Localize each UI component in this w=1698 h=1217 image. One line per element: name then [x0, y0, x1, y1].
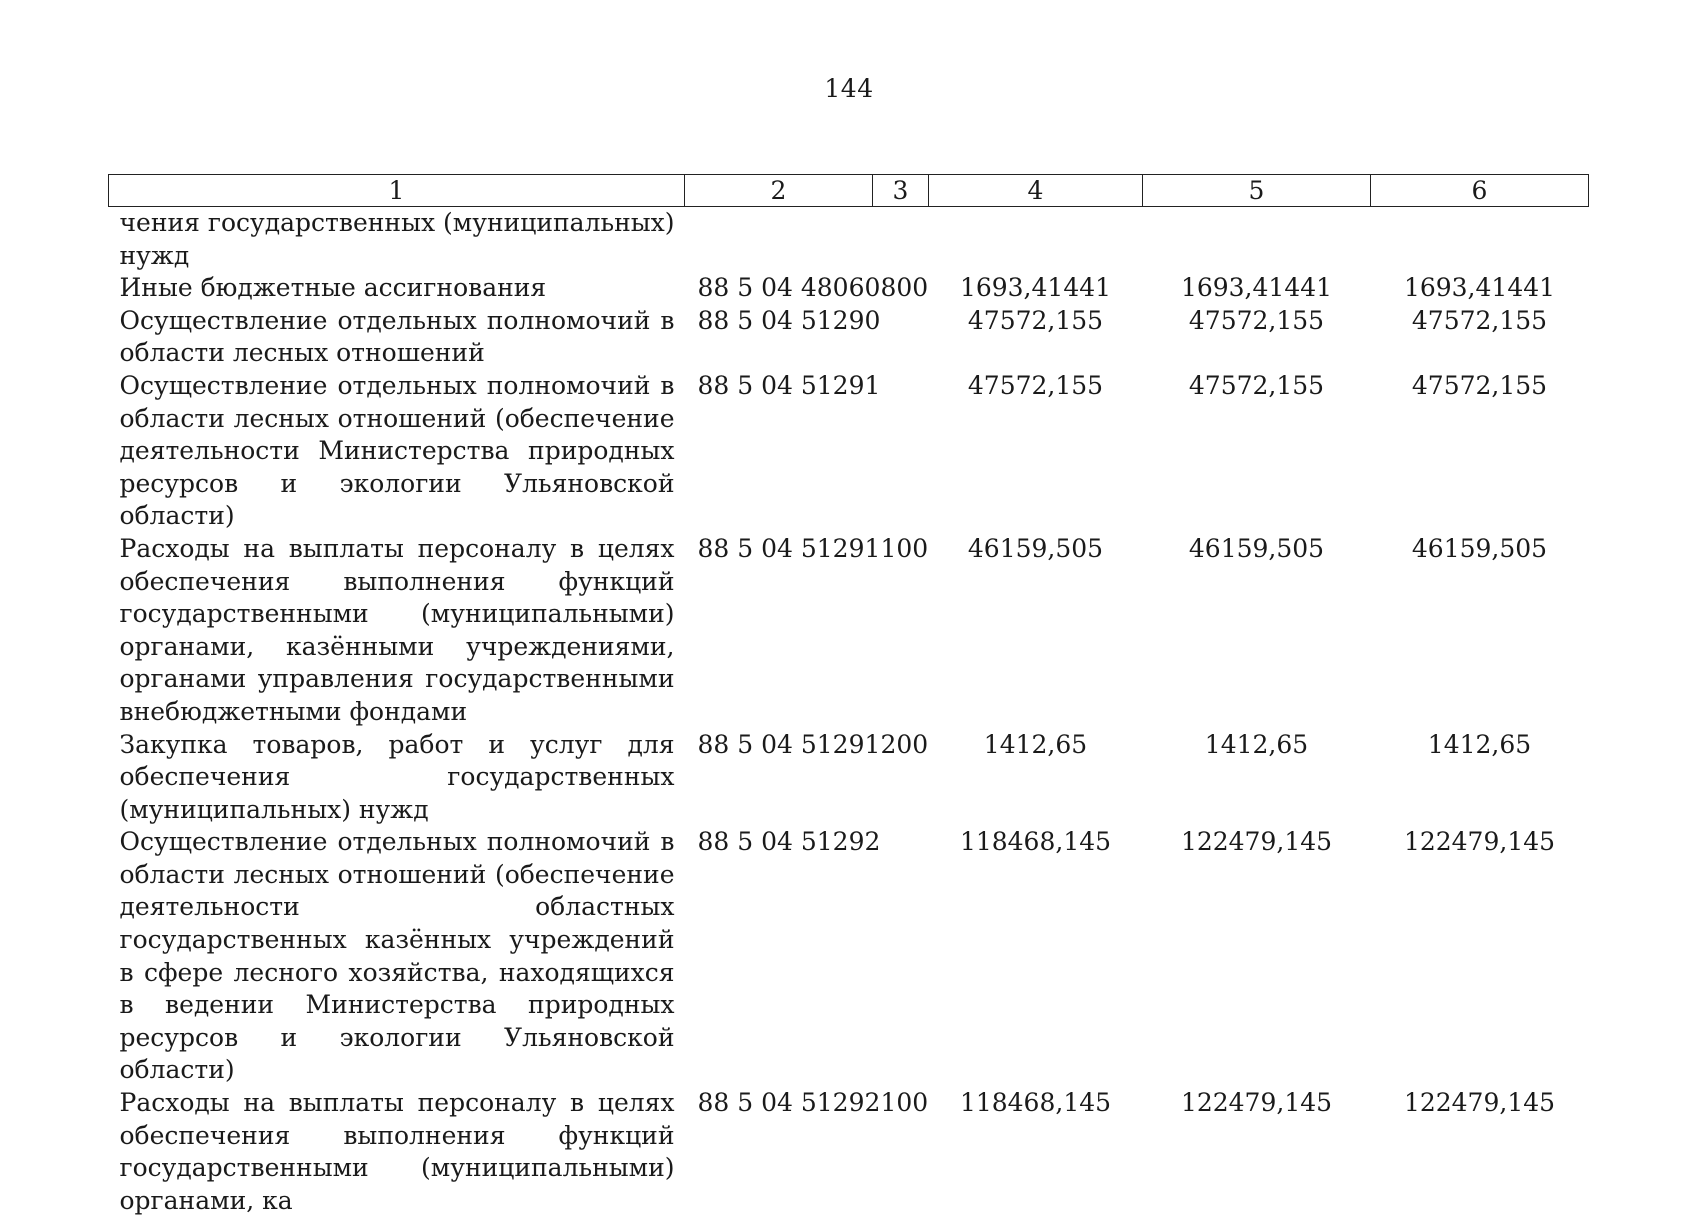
- table-row: [109, 272, 1589, 305]
- row-name: Осуществление отдельных полномочий в области лесных отношений (обеспечение деятельности областных государственных казённых учреждений в сфере лесного хозяйства, находящихся в ведении Министерства природных ресурсов и экологии Ульяновской области): [109, 826, 685, 1087]
- column-header: 5: [1143, 175, 1371, 207]
- row-value-col6: 47572,155: [1371, 370, 1589, 533]
- table-row: [109, 729, 1589, 827]
- table-row: [109, 1087, 1589, 1217]
- row-expense-type: 200: [873, 729, 929, 827]
- row-value-col4: 46159,505: [929, 533, 1143, 729]
- row-value-col5: 122479,145: [1143, 826, 1371, 1087]
- row-code: 88 5 04 51292: [685, 826, 873, 1087]
- row-value-col4: 1412,65: [929, 729, 1143, 827]
- row-name: Закупка товаров, работ и услуг для обеспечения государственных (муниципальных) нужд: [109, 729, 685, 827]
- table-row: [109, 370, 1589, 533]
- row-expense-type: 100: [873, 1087, 929, 1217]
- row-value-col5: 122479,145: [1143, 1087, 1371, 1217]
- row-name: Расходы на выплаты персоналу в целях обеспечения выполнения функций государственными (муниципальными) органами, ка: [109, 1087, 685, 1217]
- budget-table: [108, 174, 1589, 1217]
- row-value-col6: 122479,145: [1371, 826, 1589, 1087]
- row-value-col5: 46159,505: [1143, 533, 1371, 729]
- table-row: [109, 207, 1589, 273]
- row-expense-type: [873, 370, 929, 533]
- header-row: [109, 175, 1589, 207]
- row-name: Иные бюджетные ассигнования: [109, 272, 685, 305]
- table-row: [109, 533, 1589, 729]
- row-name: чения государственных (муниципальных) нужд: [109, 207, 685, 273]
- budget-table-container: [108, 174, 1588, 1217]
- row-value-col5: 1693,41441: [1143, 272, 1371, 305]
- row-value-col6: 47572,155: [1371, 305, 1589, 370]
- row-value-col6: 46159,505: [1371, 533, 1589, 729]
- row-name: Осуществление отдельных полномочий в области лесных отношений (обеспечение деятельности Министерства природных ресурсов и экологии Ульяновской области): [109, 370, 685, 533]
- row-expense-type: 100: [873, 533, 929, 729]
- row-code: [685, 207, 873, 273]
- row-expense-type: [873, 305, 929, 370]
- row-value-col4: [929, 207, 1143, 273]
- row-code: 88 5 04 51292: [685, 1087, 873, 1217]
- column-header: 3: [873, 175, 929, 207]
- row-value-col4: 1693,41441: [929, 272, 1143, 305]
- row-value-col5: 1412,65: [1143, 729, 1371, 827]
- row-code: 88 5 04 48060: [685, 272, 873, 305]
- table-body: [109, 207, 1589, 1217]
- row-value-col4: 118468,145: [929, 826, 1143, 1087]
- column-header: 4: [929, 175, 1143, 207]
- row-value-col4: 47572,155: [929, 305, 1143, 370]
- row-code: 88 5 04 51290: [685, 305, 873, 370]
- row-value-col5: [1143, 207, 1371, 273]
- table-row: [109, 826, 1589, 1087]
- row-code: 88 5 04 51291: [685, 729, 873, 827]
- row-value-col4: 47572,155: [929, 370, 1143, 533]
- row-expense-type: [873, 207, 929, 273]
- row-value-col5: 47572,155: [1143, 370, 1371, 533]
- row-expense-type: 800: [873, 272, 929, 305]
- row-code: 88 5 04 51291: [685, 533, 873, 729]
- row-value-col4: 118468,145: [929, 1087, 1143, 1217]
- row-value-col5: 47572,155: [1143, 305, 1371, 370]
- row-code: 88 5 04 51291: [685, 370, 873, 533]
- row-expense-type: [873, 826, 929, 1087]
- column-header: 6: [1371, 175, 1589, 207]
- row-name: Осуществление отдельных полномочий в области лесных отношений: [109, 305, 685, 370]
- table-row: [109, 305, 1589, 370]
- row-value-col6: [1371, 207, 1589, 273]
- column-header: 2: [685, 175, 873, 207]
- row-value-col6: 1693,41441: [1371, 272, 1589, 305]
- row-value-col6: 122479,145: [1371, 1087, 1589, 1217]
- row-name: Расходы на выплаты персоналу в целях обеспечения выполнения функций государственными (муниципальными) органами, казёнными учреждениями, органами управления государственными внебюджетными фондами: [109, 533, 685, 729]
- column-header: 1: [109, 175, 685, 207]
- page-number: 144: [0, 74, 1698, 103]
- row-value-col6: 1412,65: [1371, 729, 1589, 827]
- table-header: [109, 175, 1589, 207]
